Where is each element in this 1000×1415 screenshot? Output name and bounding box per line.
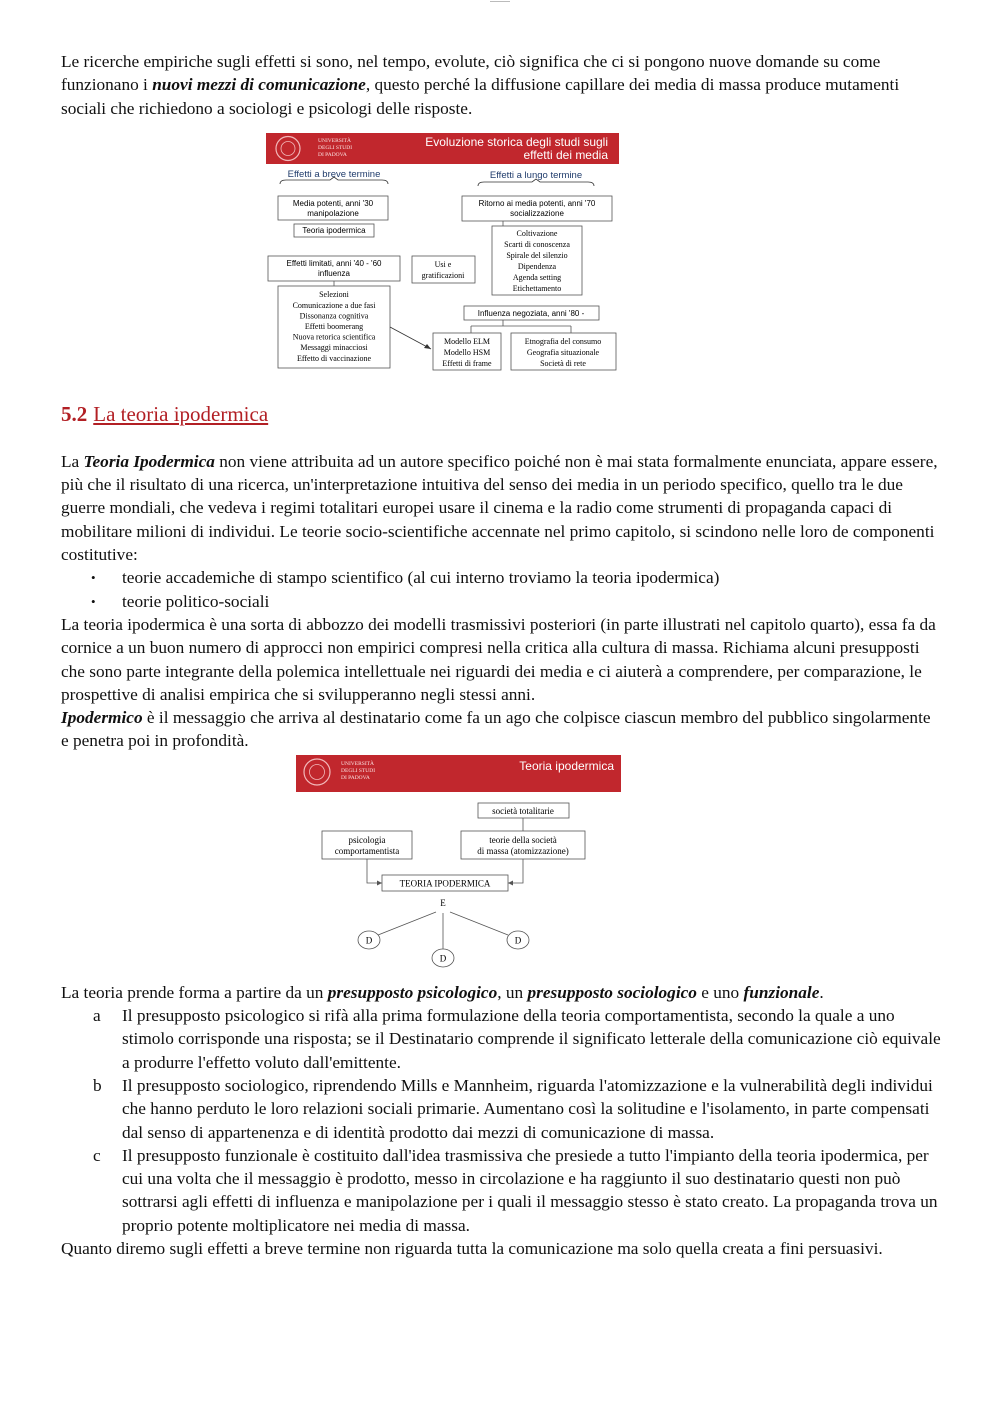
box-negotiated-label: Influenza negoziata, anni '80 - <box>477 308 584 318</box>
long-term-item: Coltivazione <box>516 228 557 238</box>
list-item: • teorie accademiche di stampo scientifico (al cui interno troviamo la teoria ipodermica) <box>61 566 941 589</box>
box-powerful-media-label: Media potenti, anni '30 <box>292 198 373 208</box>
arrow-to-models <box>390 327 431 349</box>
list-item-text: Il presupposto sociologico, riprendendo Mills e Mannheim, riguarda l'atomizzazione e la vulnerabilità degli individui che hanno perduto le loro relazioni sociali primarie. Aumentano così la solitudine e l'isolamento, in parte compensati dal senso di appartenenza e di identità prodotto dai mezzi di comunicazione di massa. <box>122 1075 933 1142</box>
banner-title-line2: effetti dei media <box>523 147 608 162</box>
box-theories-label: teorie della società <box>488 834 557 845</box>
ethnography-item: Etnografia del consumo <box>524 336 601 346</box>
long-term-item: Etichettamento <box>512 283 561 293</box>
intro-paragraph <box>61 50 941 120</box>
models-item: Modello ELM <box>443 336 490 346</box>
page-header-mark <box>490 0 510 3</box>
box-return-sub: socializzazione <box>509 208 564 218</box>
body-emphasis: Ipodermico <box>61 708 143 728</box>
list-marker: b <box>93 1075 102 1095</box>
logo-line: UNIVERSITÀ <box>317 137 351 144</box>
box-limited-sub: influenza <box>317 268 350 278</box>
list-item <box>61 1004 941 1074</box>
limited-item: Messaggi minacciosi <box>299 342 368 352</box>
body-paragraph <box>61 450 941 566</box>
box-limited-label: Effetti limitati, anni '40 - '60 <box>286 258 381 268</box>
body-paragraph <box>61 706 941 753</box>
ethnography-item: Società di rete <box>539 358 586 368</box>
body-emphasis: Teoria Ipodermica <box>83 451 215 471</box>
body-paragraph <box>61 981 941 1004</box>
body-paragraph: Quanto diremo sugli effetti a breve termine non riguarda tutta la comunicazione ma solo quella creata a fini persuasivi. <box>61 1239 883 1259</box>
banner-title-line1: Evoluzione storica degli studi sugli <box>424 134 608 149</box>
logo-line: DEGLI STUDI <box>340 767 375 774</box>
short-term-header: Effetti a breve termine <box>287 168 380 180</box>
list-marker: c <box>93 1145 101 1165</box>
box-totalitarian-label: società totalitarie <box>491 805 554 816</box>
body-emphasis: presupposto psicologico <box>327 982 498 1002</box>
models-item: Effetti di frame <box>441 358 492 368</box>
limited-item: Effetti boomerang <box>304 321 363 331</box>
box-uses-sub: gratificazioni <box>421 270 464 280</box>
body-emphasis: funzionale <box>743 982 820 1002</box>
limited-item: Dissonanza cognitiva <box>299 311 368 321</box>
logo-line: DEGLI STUDI <box>317 144 352 151</box>
banner-title: Teoria ipodermica <box>518 758 614 773</box>
box-theories-sub: di massa (atomizzazione) <box>476 845 569 856</box>
long-term-header: Effetti a lungo termine <box>489 169 582 181</box>
long-term-item: Spirale del silenzio <box>505 250 568 260</box>
long-term-item: Dipendenza <box>517 261 556 271</box>
section-number: 5.2 <box>61 401 88 426</box>
body-text: non viene attribuita ad un autore specifico poiché non è mai stata formalmente enunciata, appare essere, più che il risultato di una ricerca, un'interpretazione intuitiva del senso dei media in un periodo specifico, quello tra le due guerre mondiali, che vedeva i regimi totalitari europei usare il cinema e la radio come strumenti di propaganda capaci di mobilitare milioni di individui. Le teorie socio-scientifiche accennate nel primo capitolo, si scindono nelle loro de componenti costitutive: <box>61 451 938 565</box>
media-effects-evolution-diagram <box>266 133 619 379</box>
logo-line: UNIVERSITÀ <box>340 760 374 767</box>
body-text: . <box>819 982 824 1002</box>
models-item: Modello HSM <box>443 347 490 357</box>
node-recipient-label: D <box>439 953 446 964</box>
limited-item: Selezioni <box>318 289 349 299</box>
node-recipient-label: D <box>514 935 521 946</box>
intro-text: Le ricerche empiriche sugli effetti si sono, nel tempo, evolute, ciò significa che ci si pongono nuove domande su come funzionano i <box>61 52 881 95</box>
box-hypodermic-theory-label: Teoria ipodermica <box>301 225 366 235</box>
section-title: La teoria ipodermica <box>93 401 269 426</box>
hypodermic-theory-diagram <box>296 755 621 977</box>
box-return-label: Ritorno ai media potenti, anni '70 <box>478 198 595 208</box>
document-page <box>61 50 941 1260</box>
node-emitter: E <box>439 897 446 908</box>
bullet-list <box>61 566 941 613</box>
box-powerful-media-sub: manipolazione <box>306 208 359 218</box>
logo-line: DI PADOVA <box>317 151 347 158</box>
list-item <box>61 1074 941 1144</box>
ethnography-item: Geografia situazionale <box>526 347 599 357</box>
list-marker: a <box>93 1006 101 1026</box>
section-heading <box>61 401 941 427</box>
box-psychology-sub: comportamentista <box>334 845 399 856</box>
limited-item: Effetto di vaccinazione <box>296 353 371 363</box>
body-text: e uno <box>696 982 744 1002</box>
lettered-list <box>61 1004 941 1237</box>
body-text: , un <box>497 982 528 1002</box>
body-paragraph: La teoria ipodermica è una sorta di abbozzo dei modelli trasmissivi posteriori (in parte illustrati nel capitolo quarto), essa fa da cornice a un buon numero di approcci non empirici compresi nella critica alla cultura di massa. Richiama alcuni presupposti che sono parte integrante della polemica intellettuale nei riguardi dei media e ci aiuterà a comprendere, per comparazione, le prospettive di analisi empirica che si svilupperanno negli stessi anni. <box>61 614 936 704</box>
logo-line: DI PADOVA <box>340 774 370 781</box>
long-term-item: Agenda setting <box>512 272 561 282</box>
list-item-text: Il presupposto psicologico si rifà alla prima formulazione della teoria comportamentista, secondo la quale a uno stimolo corrisponde una risposta; se il Destinatario comprende il significato letterale della comunicazione ciò equivale a produrre l'effetto voluto dall'emittente. <box>122 1006 941 1072</box>
body-text: La <box>61 451 84 471</box>
body-emphasis: presupposto sociologico <box>527 982 697 1002</box>
box-uses-label: Usi e <box>434 259 451 269</box>
limited-item: Nuova retorica scientifica <box>292 332 375 342</box>
list-item <box>61 1144 941 1237</box>
box-center-label: TEORIA IPODERMICA <box>399 878 490 889</box>
list-item-text: Il presupposto funzionale è costituito dall'idea trasmissiva che presiede a tutto l'impianto della teoria ipodermica, per cui una volta che il messaggio è prodotto, messo in circolazione e ha raggiunto il suo destinatario questi non può sottrarsi agli effetti di influenza e manipolazione per i quali il messaggio stesso è stato creato. La propaganda trova un proprio potente moltiplicatore nei media di massa. <box>122 1145 938 1235</box>
intro-text-end: , questo perché la diffusione capillare dei media di massa produce mutamenti sociali che richiedono a sociologi e psicologi delle risposte. <box>61 75 900 118</box>
box-psychology-label: psicologia <box>348 834 385 845</box>
limited-item: Comunicazione a due fasi <box>292 300 375 310</box>
body-text: La teoria prende forma a partire da un <box>61 982 328 1002</box>
body-text: è il messaggio che arriva al destinatario come fa un ago che colpisce ciascun membro del pubblico singolarmente e penetra poi in profondità. <box>61 708 931 751</box>
intro-emphasis: nuovi mezzi di comunicazione <box>152 75 366 95</box>
list-item: • teorie politico-sociali <box>61 590 941 613</box>
long-term-item: Scarti di conoscenza <box>503 239 570 249</box>
node-recipient-label: D <box>365 935 372 946</box>
